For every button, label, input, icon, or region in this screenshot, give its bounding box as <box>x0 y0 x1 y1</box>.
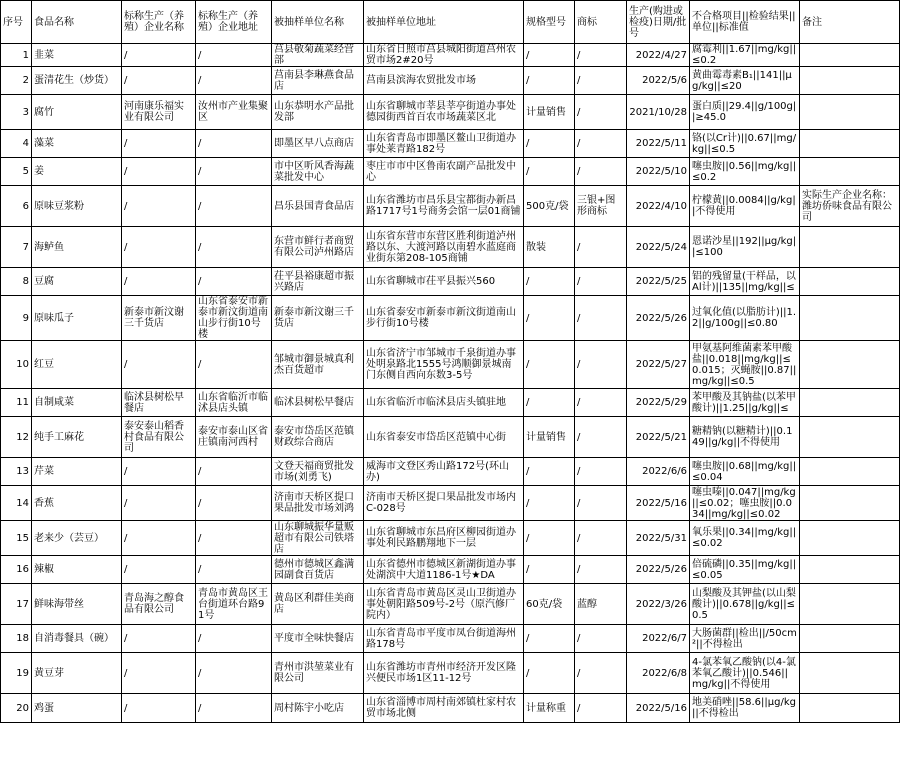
cell-food-name: 辣椒 <box>32 556 122 584</box>
cell-spec: / <box>524 389 575 417</box>
cell-brand: 三银+图形商标 <box>575 186 627 227</box>
cell-sampled-address: 山东省淄博市周村南郊镇杜家村农贸市场北侧 <box>364 694 524 723</box>
cell-producer-address: / <box>196 268 272 296</box>
cell-producer-address: / <box>196 556 272 584</box>
cell-brand: 蓝醇 <box>575 584 627 625</box>
cell-food-name: 蛋清花生（炒货） <box>32 67 122 95</box>
cell-brand: / <box>575 625 627 653</box>
cell-producer-name: / <box>122 458 196 486</box>
cell-date: 2022/6/6 <box>627 458 690 486</box>
cell-spec: / <box>524 67 575 95</box>
cell-sampled-unit: 济南市天桥区提口果品批发市场刘鸿 <box>272 486 364 521</box>
header-cell: 序号 <box>1 1 32 44</box>
cell-producer-name: / <box>122 341 196 389</box>
cell-failed-item: 恩诺沙星||192||μg/kg||≤100 <box>690 227 800 268</box>
table-row <box>1 625 900 653</box>
header-cell: 标称生产（养殖）企业名称 <box>122 1 196 44</box>
cell-producer-address: / <box>196 341 272 389</box>
cell-date: 2022/6/7 <box>627 625 690 653</box>
table-row <box>1 227 900 268</box>
cell-index: 11 <box>1 389 32 417</box>
cell-sampled-address: 山东省泰安市新泰市新汶街道南山步行街10号楼 <box>364 296 524 341</box>
cell-food-name: 芹菜 <box>32 458 122 486</box>
cell-remark <box>800 584 900 625</box>
cell-sampled-address: 山东省聊城市茌平县振兴560 <box>364 268 524 296</box>
cell-index: 14 <box>1 486 32 521</box>
cell-spec: 60克/袋 <box>524 584 575 625</box>
cell-spec: / <box>524 653 575 694</box>
table-row <box>1 417 900 458</box>
cell-sampled-address: 莒南县滨海农贸批发市场 <box>364 67 524 95</box>
cell-index: 16 <box>1 556 32 584</box>
cell-food-name: 红豆 <box>32 341 122 389</box>
cell-producer-address: / <box>196 521 272 556</box>
cell-index: 4 <box>1 130 32 158</box>
cell-date: 2022/5/11 <box>627 130 690 158</box>
cell-failed-item: 柠檬黄||0.0084||g/kg||不得使用 <box>690 186 800 227</box>
cell-brand: / <box>575 389 627 417</box>
cell-spec: 500克/袋 <box>524 186 575 227</box>
cell-producer-name: / <box>122 694 196 723</box>
cell-food-name: 韭菜 <box>32 44 122 67</box>
cell-producer-address: 汝州市产业集聚区 <box>196 95 272 130</box>
cell-sampled-address: 山东省济宁市邹城市千泉街道办事处明泉路北1555号鸿顺御景城南门东侧自西向东数3-5号 <box>364 341 524 389</box>
cell-failed-item: 倍硫磷||0.35||mg/kg||≤0.05 <box>690 556 800 584</box>
cell-failed-item: 蛋白质||29.4||g/100g||≥45.0 <box>690 95 800 130</box>
cell-spec: / <box>524 341 575 389</box>
cell-remark <box>800 486 900 521</box>
cell-brand: / <box>575 227 627 268</box>
cell-date: 2022/6/8 <box>627 653 690 694</box>
cell-failed-item: 噻虫胺||0.56||mg/kg||≤0.2 <box>690 158 800 186</box>
cell-producer-name: 新泰市新汶谢三千货店 <box>122 296 196 341</box>
cell-food-name: 腐竹 <box>32 95 122 130</box>
cell-sampled-unit: 黄岛区利群佳美商店 <box>272 584 364 625</box>
cell-index: 19 <box>1 653 32 694</box>
cell-index: 2 <box>1 67 32 95</box>
cell-brand: / <box>575 653 627 694</box>
cell-failed-item: 噻虫嗪||0.047||mg/kg||≤0.02；噻虫胺||0.034||mg/kg||≤0.02 <box>690 486 800 521</box>
cell-food-name: 原味豆浆粉 <box>32 186 122 227</box>
cell-remark <box>800 44 900 67</box>
cell-failed-item: 4-氯苯氧乙酸钠(以4-氯苯氧乙酸计)||0.546||mg/kg||不得使用 <box>690 653 800 694</box>
cell-date: 2022/5/16 <box>627 486 690 521</box>
cell-sampled-address: 山东省日照市莒县城阳街道莒州农贸市场2#20号 <box>364 44 524 67</box>
cell-spec: 计量称重 <box>524 694 575 723</box>
cell-date: 2022/5/16 <box>627 694 690 723</box>
cell-sampled-unit: 昌乐县国青食品店 <box>272 186 364 227</box>
cell-food-name: 鸡蛋 <box>32 694 122 723</box>
cell-producer-name: / <box>122 67 196 95</box>
cell-sampled-address: 山东省青岛市即墨区鳌山卫街道办事处莱青路182号 <box>364 130 524 158</box>
cell-sampled-address: 威海市文登区秀山路172号(环山办) <box>364 458 524 486</box>
cell-food-name: 海鲈鱼 <box>32 227 122 268</box>
cell-failed-item: 苯甲酸及其钠盐(以苯甲酸计)||1.25||g/kg||≤ <box>690 389 800 417</box>
table-row <box>1 268 900 296</box>
cell-producer-address: / <box>196 458 272 486</box>
cell-remark <box>800 227 900 268</box>
cell-brand: / <box>575 296 627 341</box>
cell-remark <box>800 694 900 723</box>
cell-food-name: 豆腐 <box>32 268 122 296</box>
cell-sampled-unit: 新泰市新汶谢三千货店 <box>272 296 364 341</box>
cell-remark <box>800 95 900 130</box>
cell-remark <box>800 130 900 158</box>
cell-failed-item: 大肠菌群||检出||/50cm²||不得检出 <box>690 625 800 653</box>
cell-sampled-unit: 临沭县树松早餐店 <box>272 389 364 417</box>
cell-brand: / <box>575 44 627 67</box>
cell-index: 3 <box>1 95 32 130</box>
cell-date: 2022/4/10 <box>627 186 690 227</box>
table-row <box>1 486 900 521</box>
cell-index: 10 <box>1 341 32 389</box>
cell-remark <box>800 458 900 486</box>
cell-producer-name: / <box>122 486 196 521</box>
table-row <box>1 158 900 186</box>
cell-sampled-unit: 周村陈宇小吃店 <box>272 694 364 723</box>
cell-food-name: 姜 <box>32 158 122 186</box>
cell-remark <box>800 625 900 653</box>
cell-remark <box>800 653 900 694</box>
cell-producer-address: / <box>196 130 272 158</box>
cell-sampled-unit: 德州市德城区鑫满园副食百货店 <box>272 556 364 584</box>
cell-sampled-unit: 山东恭明水产品批发部 <box>272 95 364 130</box>
cell-food-name: 藻菜 <box>32 130 122 158</box>
cell-producer-address: 青岛市黄岛区王台街道环台路91号 <box>196 584 272 625</box>
table-row <box>1 44 900 67</box>
cell-date: 2022/4/27 <box>627 44 690 67</box>
cell-index: 13 <box>1 458 32 486</box>
cell-producer-address: 泰安市泰山区省庄镇南河西村 <box>196 417 272 458</box>
cell-brand: / <box>575 268 627 296</box>
cell-date: 2022/5/27 <box>627 341 690 389</box>
cell-remark <box>800 296 900 341</box>
cell-failed-item: 山梨酸及其钾盐(以山梨酸计)||0.678||g/kg||≤0.5 <box>690 584 800 625</box>
cell-remark <box>800 389 900 417</box>
cell-sampled-address: 山东省聊城市东昌府区柳园街道办事处利民路鹏翔地下一层 <box>364 521 524 556</box>
cell-index: 7 <box>1 227 32 268</box>
table-row <box>1 67 900 95</box>
cell-date: 2022/5/26 <box>627 296 690 341</box>
cell-producer-name: 河南康乐福实业有限公司 <box>122 95 196 130</box>
cell-producer-name: 临沭县树松早餐店 <box>122 389 196 417</box>
cell-failed-item: 腐霉利||1.67||mg/kg||≤0.2 <box>690 44 800 67</box>
cell-failed-item: 铬(以Cr计)||0.67||mg/kg||≤0.5 <box>690 130 800 158</box>
cell-sampled-unit: 青州市洪堃菜业有限公司 <box>272 653 364 694</box>
header-cell: 备注 <box>800 1 900 44</box>
cell-remark <box>800 158 900 186</box>
cell-brand: / <box>575 158 627 186</box>
cell-brand: / <box>575 486 627 521</box>
cell-date: 2022/5/29 <box>627 389 690 417</box>
cell-sampled-unit: 山东聊城振华量贩超市有限公司铁塔店 <box>272 521 364 556</box>
cell-index: 9 <box>1 296 32 341</box>
table-row <box>1 186 900 227</box>
cell-failed-item: 过氧化值(以脂肪计)||1.2||g/100g||≤0.80 <box>690 296 800 341</box>
cell-spec: / <box>524 44 575 67</box>
cell-failed-item: 黄曲霉毒素B₁||141||μg/kg||≤20 <box>690 67 800 95</box>
cell-failed-item: 铝的残留量(干样品，以Al计)||135||mg/kg||≤ <box>690 268 800 296</box>
cell-sampled-address: 山东省临沂市临沭县店头镇驻地 <box>364 389 524 417</box>
cell-producer-address: / <box>196 486 272 521</box>
cell-index: 6 <box>1 186 32 227</box>
cell-spec: / <box>524 130 575 158</box>
cell-remark <box>800 341 900 389</box>
cell-sampled-address: 山东省青岛市平度市凤台街道海州路178号 <box>364 625 524 653</box>
table-row <box>1 389 900 417</box>
cell-producer-name: / <box>122 556 196 584</box>
cell-brand: / <box>575 67 627 95</box>
table-row <box>1 95 900 130</box>
cell-sampled-unit: 市中区听风香海蔬菜批发中心 <box>272 158 364 186</box>
cell-producer-address: / <box>196 227 272 268</box>
cell-sampled-address: 枣庄市市中区鲁南农副产品批发中心 <box>364 158 524 186</box>
cell-producer-name: 泰安泰山稻香村食品有限公司 <box>122 417 196 458</box>
cell-spec: / <box>524 296 575 341</box>
table-row <box>1 296 900 341</box>
cell-sampled-address: 山东省聊城市莘县莘亭街道办事处德园街西首百农市场蔬菜区北 <box>364 95 524 130</box>
cell-sampled-address: 山东省青岛市黄岛区灵山卫街道办事处朝阳路509号-2号（原汽修厂院内） <box>364 584 524 625</box>
cell-producer-address: 山东省泰安市新泰市新汶街道南山步行街10号楼 <box>196 296 272 341</box>
header-cell: 生产(购进或检疫)日期/批号 <box>627 1 690 44</box>
cell-brand: / <box>575 458 627 486</box>
cell-producer-name: / <box>122 130 196 158</box>
cell-sampled-unit: 即墨区早八点商店 <box>272 130 364 158</box>
cell-sampled-unit: 泰安市岱岳区范镇财政综合商店 <box>272 417 364 458</box>
cell-brand: / <box>575 341 627 389</box>
cell-failed-item: 噻虫胺||0.68||mg/kg||≤0.04 <box>690 458 800 486</box>
table-row <box>1 694 900 723</box>
cell-date: 2022/5/6 <box>627 67 690 95</box>
cell-food-name: 香蕉 <box>32 486 122 521</box>
cell-sampled-unit: 茌平县裕康超市振兴路店 <box>272 268 364 296</box>
cell-spec: / <box>524 158 575 186</box>
cell-producer-name: / <box>122 521 196 556</box>
header-row <box>1 1 900 44</box>
cell-date: 2022/5/10 <box>627 158 690 186</box>
header-cell: 规格型号 <box>524 1 575 44</box>
cell-producer-address: / <box>196 625 272 653</box>
cell-brand: / <box>575 694 627 723</box>
cell-food-name: 自消毒餐具（碗） <box>32 625 122 653</box>
cell-sampled-address: 山东省潍坊市青州市经济开发区隆兴便民市场1区11-12号 <box>364 653 524 694</box>
cell-failed-item: 糖精钠(以糖精计)||0.149||g/kg||不得使用 <box>690 417 800 458</box>
cell-producer-name: 青岛海之醇食品有限公司 <box>122 584 196 625</box>
cell-brand: / <box>575 556 627 584</box>
cell-spec: / <box>524 625 575 653</box>
cell-sampled-address: 山东省东营市东营区胜利街道泸州路以东、大渡河路以南碧水蓝庭商业街东第208-105商铺 <box>364 227 524 268</box>
cell-date: 2022/5/25 <box>627 268 690 296</box>
cell-index: 17 <box>1 584 32 625</box>
cell-spec: / <box>524 458 575 486</box>
cell-index: 1 <box>1 44 32 67</box>
cell-producer-name: / <box>122 625 196 653</box>
table-row <box>1 130 900 158</box>
cell-spec: / <box>524 521 575 556</box>
cell-producer-address: / <box>196 186 272 227</box>
cell-spec: / <box>524 486 575 521</box>
cell-sampled-unit: 文登天福商贸批发市场(刘勇飞) <box>272 458 364 486</box>
cell-producer-address: / <box>196 67 272 95</box>
header-cell: 被抽样单位名称 <box>272 1 364 44</box>
cell-spec: 计量销售 <box>524 95 575 130</box>
cell-spec: / <box>524 556 575 584</box>
header-cell: 食品名称 <box>32 1 122 44</box>
header-cell: 不合格项目||检验结果||单位||标准值 <box>690 1 800 44</box>
cell-date: 2022/3/26 <box>627 584 690 625</box>
cell-food-name: 老来少（芸豆） <box>32 521 122 556</box>
cell-remark <box>800 417 900 458</box>
cell-index: 18 <box>1 625 32 653</box>
cell-remark <box>800 521 900 556</box>
cell-producer-name: / <box>122 44 196 67</box>
table-row <box>1 458 900 486</box>
cell-producer-address: / <box>196 694 272 723</box>
cell-spec: / <box>524 268 575 296</box>
table-row <box>1 341 900 389</box>
header-cell: 商标 <box>575 1 627 44</box>
cell-date: 2021/10/28 <box>627 95 690 130</box>
cell-sampled-address: 山东省潍坊市昌乐县宝都街办新昌路1717号1号商务会馆一层01商铺 <box>364 186 524 227</box>
cell-remark <box>800 268 900 296</box>
table-row <box>1 653 900 694</box>
table-row <box>1 584 900 625</box>
cell-failed-item: 甲氨基阿维菌素苯甲酸盐||0.018||mg/kg||≤0.015；灭蝇胺||0.87||mg/kg||≤0.5 <box>690 341 800 389</box>
cell-remark: 实际生产企业名称：潍坊侨味食品有限公司 <box>800 186 900 227</box>
cell-date: 2022/5/31 <box>627 521 690 556</box>
cell-sampled-unit: 莒南县李琳燕食品店 <box>272 67 364 95</box>
cell-date: 2022/5/21 <box>627 417 690 458</box>
cell-failed-item: 地美硝唑||58.6||μg/kg||不得检出 <box>690 694 800 723</box>
cell-food-name: 鲜味海带丝 <box>32 584 122 625</box>
cell-index: 5 <box>1 158 32 186</box>
cell-producer-address: / <box>196 44 272 67</box>
cell-brand: / <box>575 130 627 158</box>
cell-producer-name: / <box>122 268 196 296</box>
cell-date: 2022/5/24 <box>627 227 690 268</box>
table-body <box>1 44 900 723</box>
cell-brand: / <box>575 417 627 458</box>
cell-sampled-unit: 平度市全味快餐店 <box>272 625 364 653</box>
cell-index: 20 <box>1 694 32 723</box>
cell-brand: / <box>575 521 627 556</box>
cell-producer-name: / <box>122 653 196 694</box>
cell-failed-item: 氧乐果||0.34||mg/kg||≤0.02 <box>690 521 800 556</box>
table-row <box>1 521 900 556</box>
cell-sampled-unit: 莒县敬菊蔬菜经营部 <box>272 44 364 67</box>
cell-date: 2022/5/26 <box>627 556 690 584</box>
cell-producer-address: / <box>196 158 272 186</box>
cell-producer-name: / <box>122 227 196 268</box>
cell-producer-address: 山东省临沂市临沭县店头镇 <box>196 389 272 417</box>
cell-index: 8 <box>1 268 32 296</box>
cell-remark <box>800 67 900 95</box>
header-cell: 标称生产（养殖）企业地址 <box>196 1 272 44</box>
header-cell: 被抽样单位地址 <box>364 1 524 44</box>
cell-spec: 计量销售 <box>524 417 575 458</box>
cell-sampled-address: 山东省泰安市岱岳区范镇中心街 <box>364 417 524 458</box>
cell-food-name: 黄豆芽 <box>32 653 122 694</box>
cell-sampled-address: 济南市天桥区提口果品批发市场内C-028号 <box>364 486 524 521</box>
cell-producer-name: / <box>122 158 196 186</box>
cell-remark <box>800 556 900 584</box>
cell-food-name: 原味瓜子 <box>32 296 122 341</box>
cell-food-name: 纯手工麻花 <box>32 417 122 458</box>
cell-sampled-unit: 邹城市御景城真利杰百货超市 <box>272 341 364 389</box>
cell-sampled-unit: 东营市鲜行者商贸有限公司泸州路店 <box>272 227 364 268</box>
cell-producer-name: / <box>122 186 196 227</box>
cell-sampled-address: 山东省德州市德城区新湖街道办事处湖滨中大道1186-1号★DA <box>364 556 524 584</box>
table-row <box>1 556 900 584</box>
cell-index: 12 <box>1 417 32 458</box>
cell-producer-address: / <box>196 653 272 694</box>
cell-food-name: 自制咸菜 <box>32 389 122 417</box>
cell-spec: 散装 <box>524 227 575 268</box>
cell-index: 15 <box>1 521 32 556</box>
cell-brand: / <box>575 95 627 130</box>
